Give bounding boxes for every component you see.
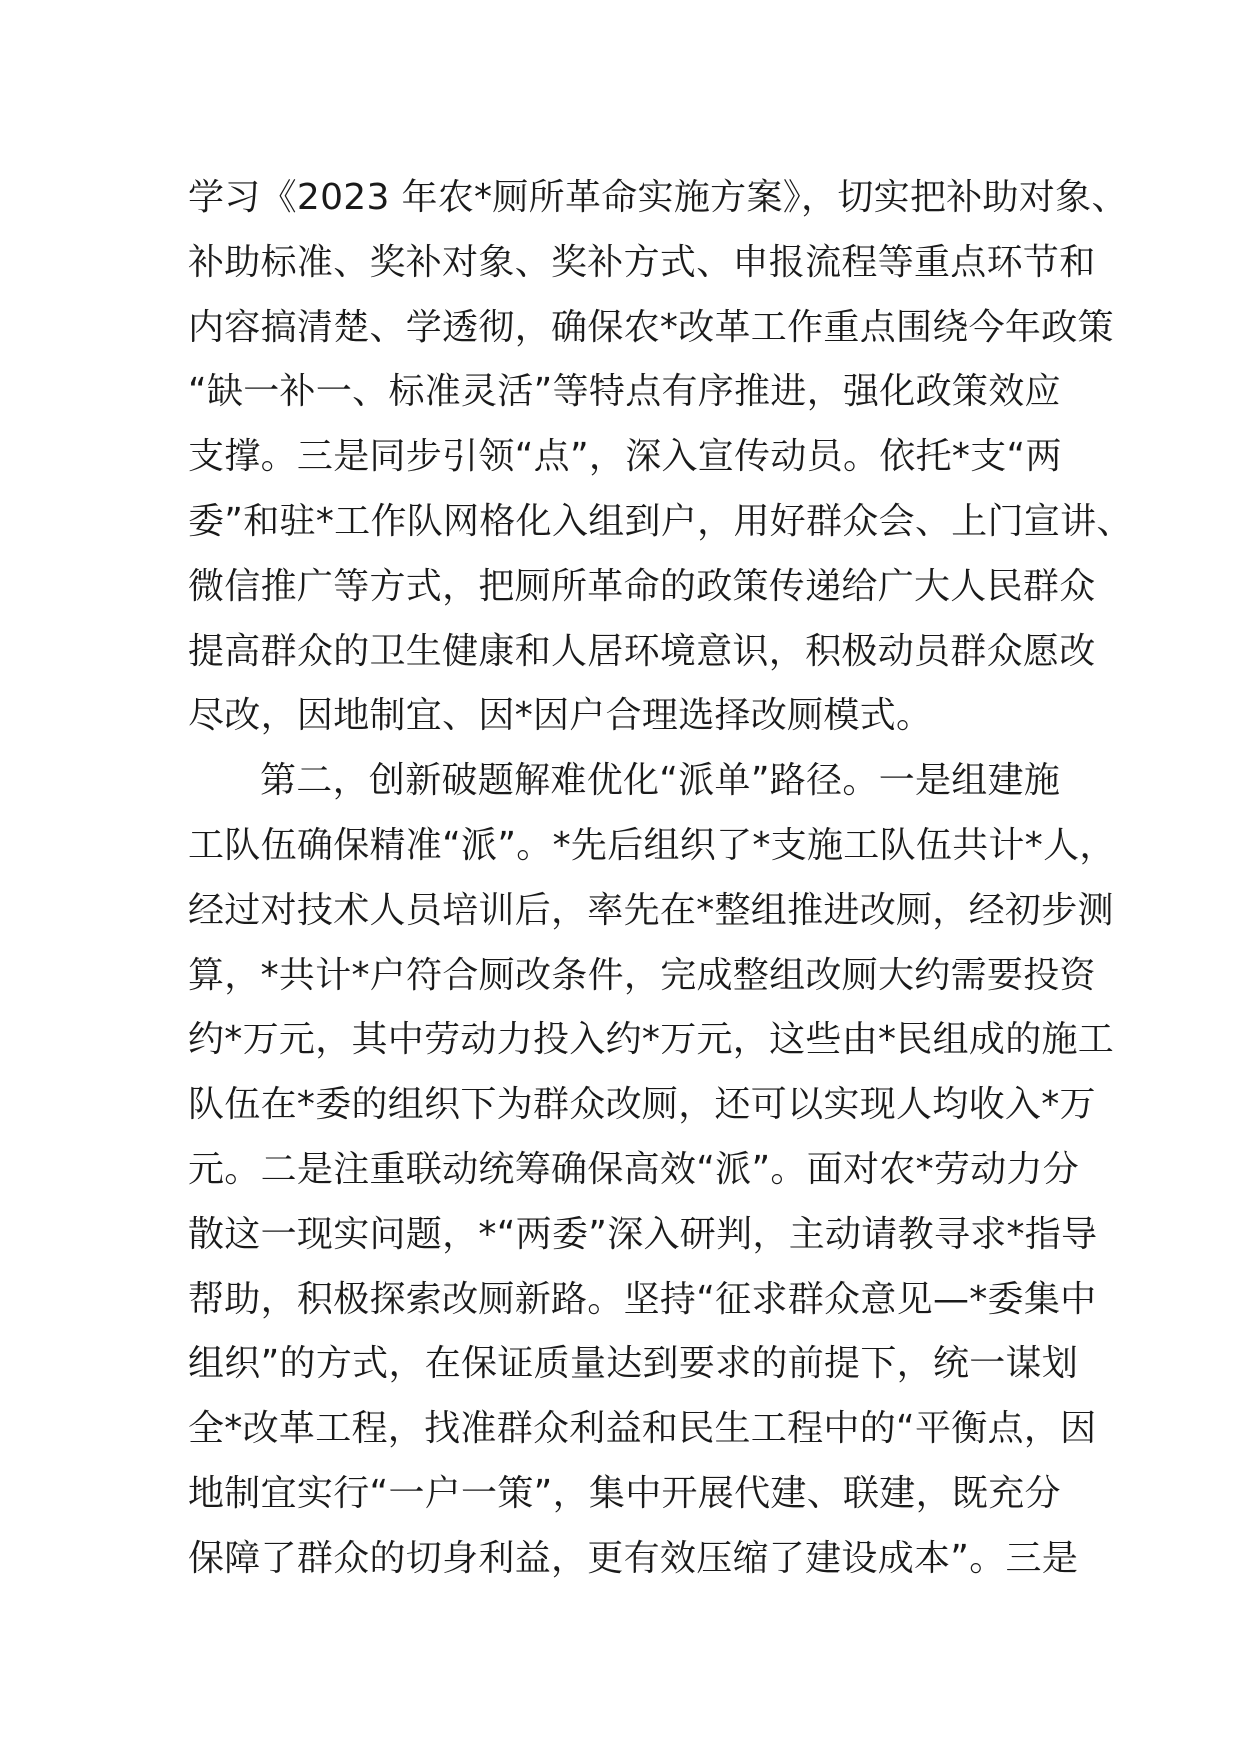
text-line: 学习《2023 年农*厕所革命实施方案》，切实把补助对象、	[188, 177, 1128, 218]
text-line: 组织”的方式，在保证质量达到要求的前提下，统一谋划	[188, 1343, 1079, 1385]
text-line: 委”和驻*工作队网格化入组到户，用好群众会、上门宣讲、	[188, 500, 1133, 542]
text-line: “缺一补一、标准灵活”等特点有序推进，强化政策效应	[188, 371, 1061, 413]
text-line: 约*万元，其中劳动力投入约*万元，这些由*民组成的施工	[188, 1019, 1115, 1061]
text-line: 地制宜实行“一户一策”，集中开展代建、联建，既充分	[188, 1472, 1061, 1514]
paragraph-start-line: 第二，创新破题解难优化“派单”路径。一是组建施	[260, 760, 1061, 802]
text-line: 全*改革工程，找准群众利益和民生工程中的“平衡点，因	[188, 1408, 1097, 1450]
text-line: 元。二是注重联动统筹确保高效“派”。面对农*劳动力分	[188, 1148, 1080, 1190]
text-line: 散这一现实问题，*“两委”深入研判，主动请教寻求*指导	[188, 1213, 1098, 1255]
text-line: 支撑。三是同步引领“点”，深入宣传动员。依托*支“两	[188, 436, 1062, 478]
text-line: 队伍在*委的组织下为群众改厕，还可以实现人均收入*万	[188, 1084, 1096, 1126]
body-text	[188, 166, 1133, 1592]
text-line: 补助标准、奖补对象、奖补方式、申报流程等重点环节和	[188, 241, 1096, 283]
text-line: 工队伍确保精准“派”。*先后组织了*支施工队伍共计*人，	[188, 824, 1116, 866]
text-line: 算，*共计*户符合厕改条件，完成整组改厕大约需要投资	[188, 954, 1096, 996]
text-line: 提高群众的卫生健康和人居环境意识，积极动员群众愿改	[188, 630, 1096, 672]
text-line: 经过对技术人员培训后，率先在*整组推进改厕，经初步测	[188, 889, 1114, 931]
text-line: 内容搞清楚、学透彻，确保农*改革工作重点围绕今年政策	[188, 306, 1114, 348]
text-line: 尽改，因地制宜、因*因户合理选择改厕模式。	[188, 695, 933, 737]
text-line: 微信推广等方式，把厕所革命的政策传递给广大人民群众	[188, 565, 1096, 607]
text-line: 帮助，积极探索改厕新路。坚持“征求群众意见—*委集中	[188, 1278, 1097, 1320]
text-line: 保障了群众的切身利益，更有效压缩了建设成本”。三是	[188, 1537, 1079, 1579]
